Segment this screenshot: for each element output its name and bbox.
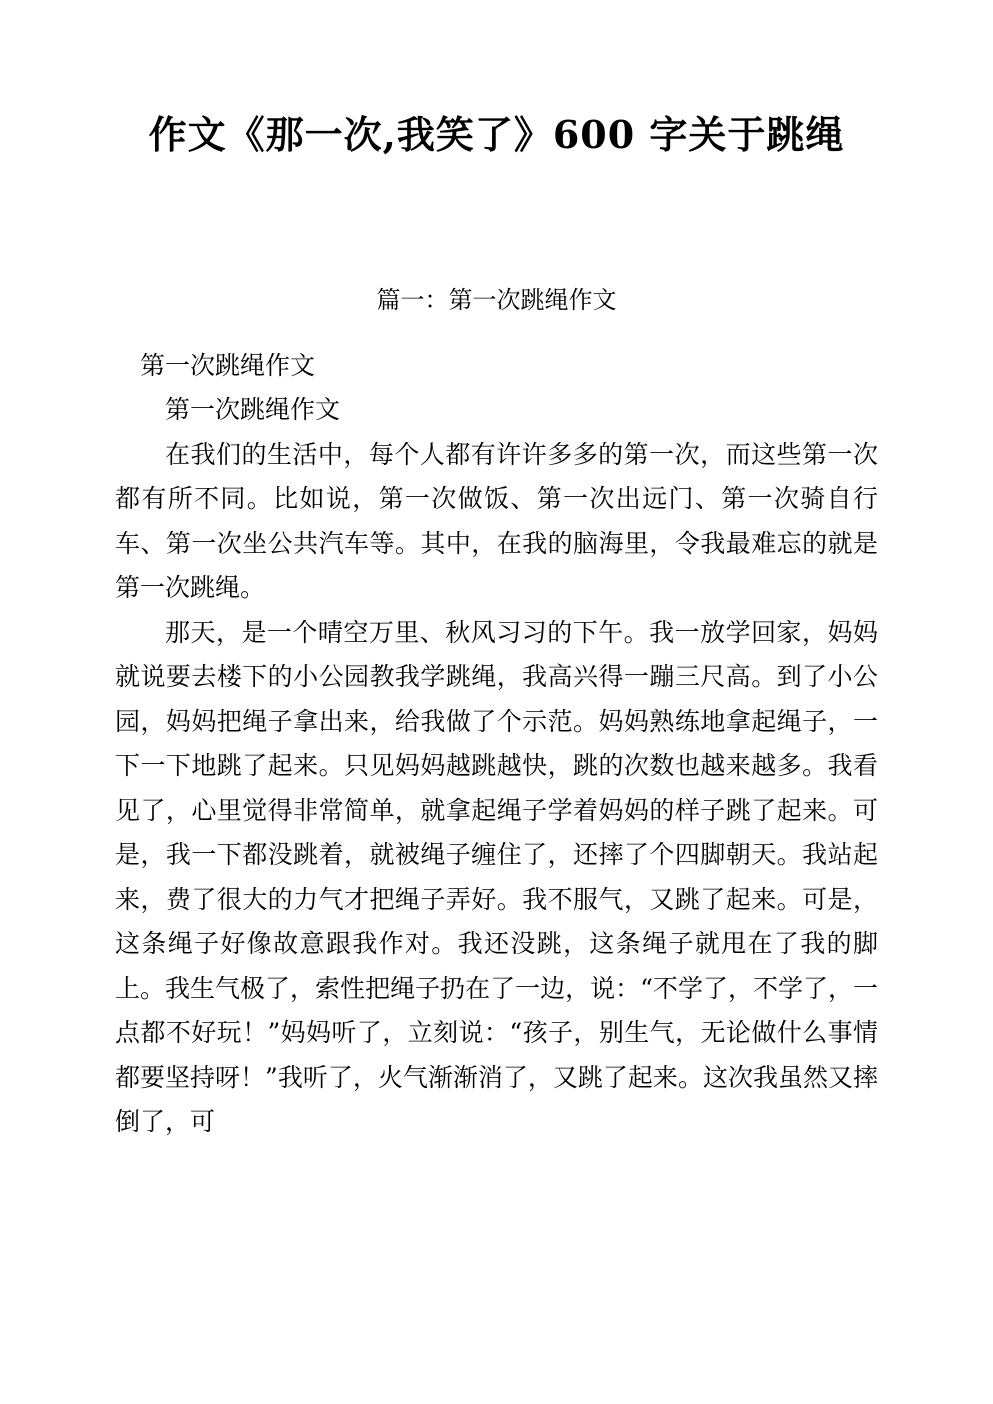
section-heading: 篇一：第一次跳绳作文: [376, 286, 617, 315]
body-line-1: 第一次跳绳作文: [140, 350, 316, 380]
body-paragraph-2: 那天，是一个晴空万里、秋风习习的下午。我一放学回家，妈妈就说要去楼下的小公园教我学跳绳，我高兴得一蹦三尺高。到了小公园，妈妈把绳子拿出来，给我做了个示范。妈妈熟练地拿起绳子，一下一下地跳了起来。只见妈妈越跳越快，跳的次数也越来越多。我看见了，心里觉得非常简单，就拿起绳子学着妈妈的样子跳了起来。可是，我一下都没跳着，就被绳子缠住了，还摔了个四脚朝天。我站起来，费了很大的力气才把绳子弄好。我不服气，又跳了起来。可是，这条绳子好像故意跟我作对。我还没跳，这条绳子就甩在了我的脚上。我生气极了，索性把绳子扔在了一边，说：“不学了，不学了，一点都不好玩！”妈妈听了，立刻说：“孩子，别生气，无论做什么事情都要坚持呀！”我听了，火气渐渐消了，又跳了起来。这次我虽然又摔倒了，可: [115, 617, 878, 1137]
body-paragraph-1: 在我们的生活中，每个人都有许许多多的第一次，而这些第一次都有所不同。比如说，第一次做饭、第一次出远门、第一次骑自行车、第一次坐公共汽车等。其中，在我的脑海里，令我最难忘的就是第一次跳绳。: [115, 439, 878, 603]
body-line-2: 第一次跳绳作文: [165, 395, 341, 425]
page-title: 作文《那一次,我笑了》600 字关于跳绳: [148, 112, 845, 157]
document-body: [115, 320, 878, 1145]
